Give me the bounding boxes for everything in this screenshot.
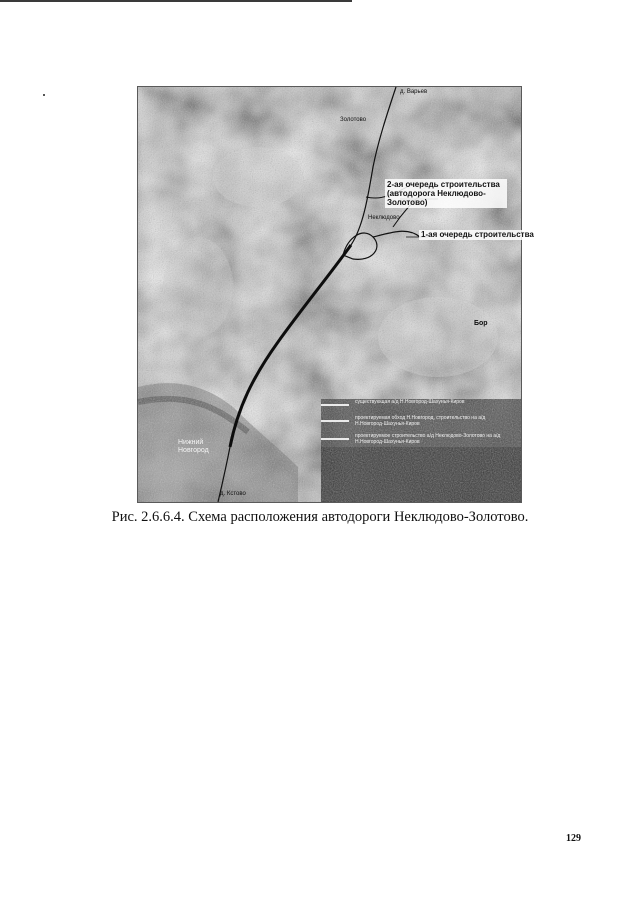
map-label-stage2: 2-ая очередь строительства (автодорога Неклюдово-Золотово) (385, 179, 507, 208)
figure-caption: Рис. 2.6.6.4. Схема расположения автодороги Неклюдово-Золотово. (111, 509, 529, 525)
map-legend (321, 399, 511, 459)
legend-label: проектируемая обход Н.Новгород, строительство на а/д Н.Новгород-Шахунья-Киров (355, 415, 486, 427)
map-label-bottom-road: д. Кстово (220, 491, 246, 497)
legend-label: проектируемое строительство а/д Неклюдово-Золотово на а/д Н.Новгород-Шахунья-Киров (355, 433, 501, 445)
page-number: 129 (566, 833, 581, 844)
scan-border-line (0, 0, 352, 2)
map-label-bor: Бор (474, 320, 488, 327)
legend-item (321, 399, 511, 413)
map-figure (137, 86, 534, 503)
legend-item (321, 415, 511, 429)
map-label-neklyudovo: Неклюдово (368, 215, 400, 221)
map-label-zolotovo: Золотово (340, 117, 367, 123)
legend-swatch (321, 420, 349, 422)
map-label-top-road: д. Варьев (400, 89, 428, 95)
map-label-stage1: 1-ая очередь строительства (421, 230, 534, 239)
legend-label: существующая а/д Н.Новгород-Шахунья-Киров (355, 399, 465, 405)
legend-item (321, 433, 511, 447)
map-label-nizhny-novgorod: Нижний Новгород (178, 439, 209, 455)
legend-swatch (321, 438, 349, 440)
scan-artifact (43, 94, 45, 96)
legend-swatch (321, 404, 349, 406)
